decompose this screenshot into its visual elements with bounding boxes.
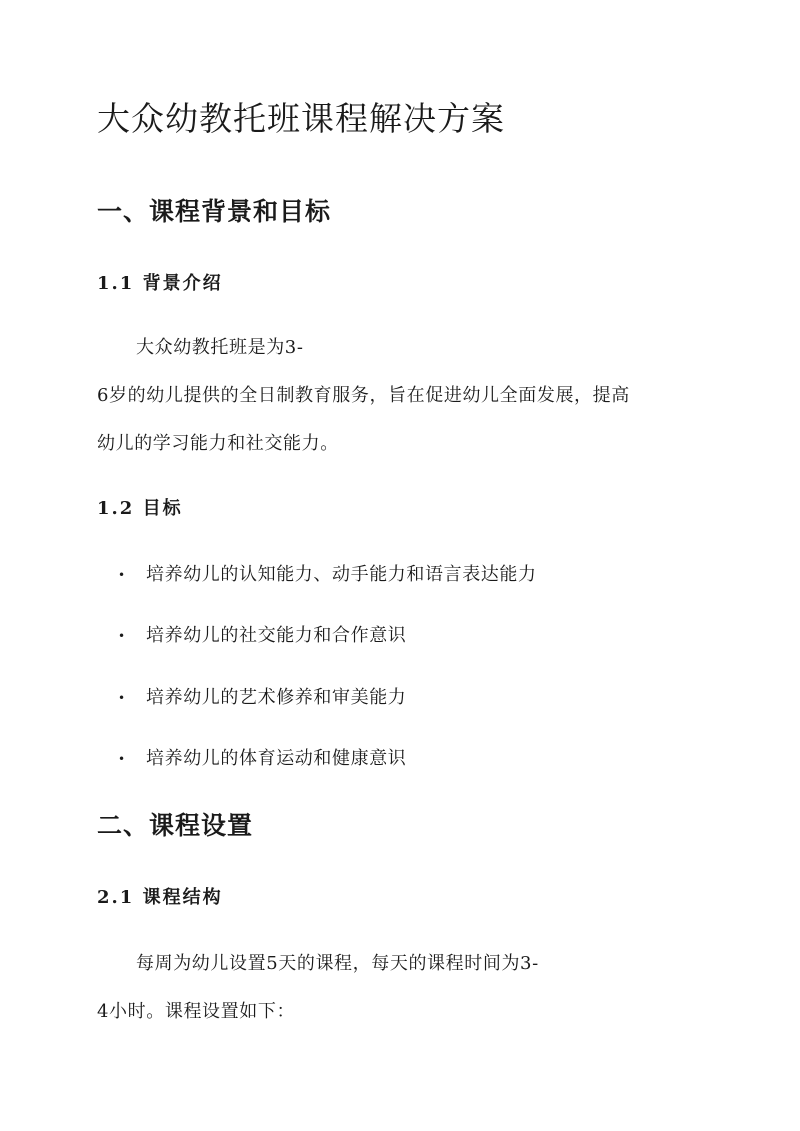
list-item [118, 561, 537, 589]
bullet-icon: • [118, 568, 126, 582]
list-item [118, 745, 406, 773]
section-heading-background-goals: 一、课程背景和目标 [97, 197, 332, 226]
subsection-heading-goals: 1.2 目标 [97, 498, 183, 519]
bullet-icon: • [118, 629, 126, 643]
subsection-heading-background: 1.1 背景介绍 [97, 273, 223, 294]
section-heading-course-setup: 二、课程设置 [97, 811, 254, 840]
paragraph-line: 大众幼教托班是为3- [136, 337, 304, 358]
document-title: 大众幼教托班课程解决方案 [97, 99, 505, 138]
bullet-icon: • [118, 752, 126, 766]
paragraph-line: 每周为幼儿设置5天的课程，每天的课程时间为3- [136, 953, 539, 974]
bullet-icon: • [118, 691, 126, 705]
list-item-text: 培养幼儿的社交能力和合作意识 [146, 625, 407, 646]
paragraph-line: 6岁的幼儿提供的全日制教育服务，旨在促进幼儿全面发展，提高 [97, 385, 630, 406]
paragraph-line: 4小时。课程设置如下： [97, 1001, 296, 1022]
subsection-heading-course-structure: 2.1 课程结构 [97, 887, 223, 908]
list-item [118, 622, 406, 650]
list-item-text: 培养幼儿的艺术修养和审美能力 [146, 687, 407, 708]
list-item [118, 684, 406, 712]
list-item-text: 培养幼儿的体育运动和健康意识 [146, 748, 407, 769]
list-item-text: 培养幼儿的认知能力、动手能力和语言表达能力 [146, 564, 537, 585]
paragraph-line: 幼儿的学习能力和社交能力。 [97, 433, 339, 454]
